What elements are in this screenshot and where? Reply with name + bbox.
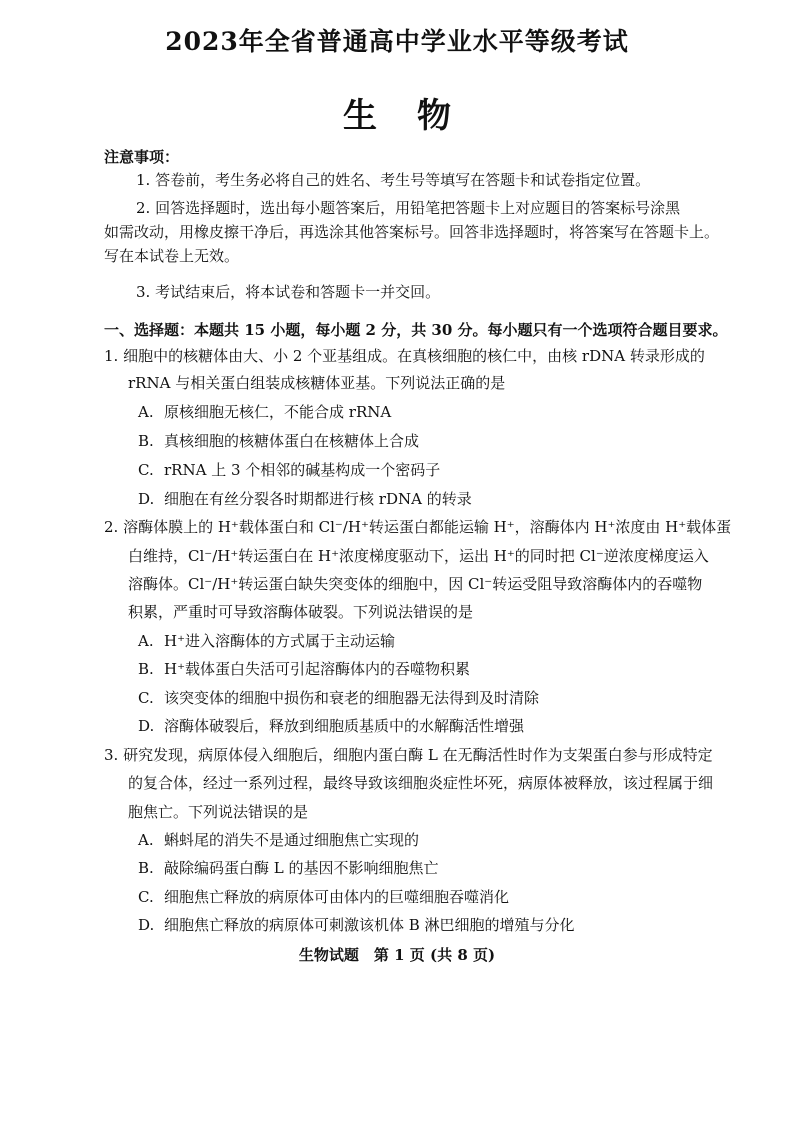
question-stem: 3. 研究发现，病原体侵入细胞后，细胞内蛋白酶 L 在无酶活性时作为支架蛋白参与形成特定 xyxy=(104,746,713,764)
option-label: B. xyxy=(138,660,154,678)
question-stem: 1. 细胞中的核糖体由大、小 2 个亚基组成。在真核细胞的核仁中，由核 rDNA 转录形成的 xyxy=(104,347,705,365)
option-c xyxy=(138,460,440,480)
option-a xyxy=(138,402,391,422)
option-b xyxy=(138,858,439,878)
option-c xyxy=(138,887,509,907)
option-text: 细胞在有丝分裂各时期都进行核 rDNA 的转录 xyxy=(164,490,472,508)
option-text: 原核细胞无核仁，不能合成 rRNA xyxy=(164,403,392,421)
page-footer: 生物试题 第 1 页 (共 8 页) xyxy=(298,946,496,964)
question-stem: 积累，严重时可导致溶酶体破裂。下列说法错误的是 xyxy=(128,603,474,621)
option-text: 蝌蚪尾的消失不是通过细胞焦亡实现的 xyxy=(164,831,420,849)
section-heading: 一、选择题：本题共 15 小题，每小题 2 分，共 30 分。每小题只有一个选项符合题目要求。 xyxy=(104,321,728,339)
option-label: C. xyxy=(138,689,154,707)
question-stem: 2. 溶酶体膜上的 H⁺载体蛋白和 Cl⁻/H⁺转运蛋白都能运输 H⁺，溶酶体内 H⁺浓度由 H⁺载体蛋 xyxy=(104,518,732,536)
option-text: rRNA 上 3 个相邻的碱基构成一个密码子 xyxy=(164,461,441,479)
option-a xyxy=(138,830,419,850)
option-text: 真核细胞的核糖体蛋白在核糖体上合成 xyxy=(164,432,420,450)
option-text: 溶酶体破裂后，释放到细胞质基质中的水解酶活性增强 xyxy=(164,717,525,735)
notice-heading: 注意事项： xyxy=(104,148,180,166)
option-label: D. xyxy=(138,490,155,508)
option-label: D. xyxy=(138,717,155,735)
option-text: 该突变体的细胞中损伤和衰老的细胞器无法得到及时清除 xyxy=(164,689,540,707)
option-b xyxy=(138,431,419,451)
notice-item: 3. 考试结束后，将本试卷和答题卡一并交回。 xyxy=(136,283,441,301)
notice-item: 如需改动，用橡皮擦干净后，再选涂其他答案标号。回答非选择题时，将答案写在答题卡上。 xyxy=(104,223,720,241)
question-stem: rRNA 与相关蛋白组装成核糖体亚基。下列说法正确的是 xyxy=(128,374,506,392)
option-label: A. xyxy=(138,831,154,849)
question-stem: 胞焦亡。下列说法错误的是 xyxy=(128,803,309,821)
option-label: D. xyxy=(138,916,155,934)
option-d xyxy=(138,915,575,935)
notice-item: 1. 答卷前，考生务必将自己的姓名、考生号等填写在答题卡和试卷指定位置。 xyxy=(136,171,651,189)
option-text: H⁺载体蛋白失活可引起溶酶体内的吞噬物积累 xyxy=(164,660,471,678)
option-text: 细胞焦亡释放的病原体可刺激该机体 B 淋巴细胞的增殖与分化 xyxy=(164,916,575,934)
question-stem: 溶酶体。Cl⁻/H⁺转运蛋白缺失突变体的细胞中，因 Cl⁻转运受阻导致溶酶体内的吞噬物 xyxy=(128,575,703,593)
option-label: A. xyxy=(138,403,154,421)
option-text: 细胞焦亡释放的病原体可由体内的巨噬细胞吞噬消化 xyxy=(164,888,510,906)
option-c xyxy=(138,688,539,708)
option-text: 敲除编码蛋白酶 L 的基因不影响细胞焦亡 xyxy=(164,859,439,877)
option-d xyxy=(138,489,472,509)
notice-item: 写在本试卷上无效。 xyxy=(104,247,240,265)
option-d xyxy=(138,716,524,736)
option-label: C. xyxy=(138,888,154,906)
exam-title: 2023年全省普通高中学业水平等级考试 xyxy=(165,27,629,56)
option-label: B. xyxy=(138,432,154,450)
option-text: H⁺进入溶酶体的方式属于主动运输 xyxy=(164,632,396,650)
option-label: B. xyxy=(138,859,154,877)
question-stem: 的复合体，经过一系列过程，最终导致该细胞炎症性坏死，病原体被释放，该过程属于细 xyxy=(128,774,714,792)
notice-item: 2. 回答选择题时，选出每小题答案后，用铅笔把答题卡上对应题目的答案标号涂黑 xyxy=(136,199,681,217)
option-label: C. xyxy=(138,461,154,479)
subject-title: 生物 xyxy=(343,96,491,136)
option-label: A. xyxy=(138,632,154,650)
question-stem: 白维持，Cl⁻/H⁺转运蛋白在 H⁺浓度梯度驱动下，运出 H⁺的同时把 Cl⁻逆浓度梯度运入 xyxy=(128,547,709,565)
option-a xyxy=(138,631,395,651)
option-b xyxy=(138,659,470,679)
